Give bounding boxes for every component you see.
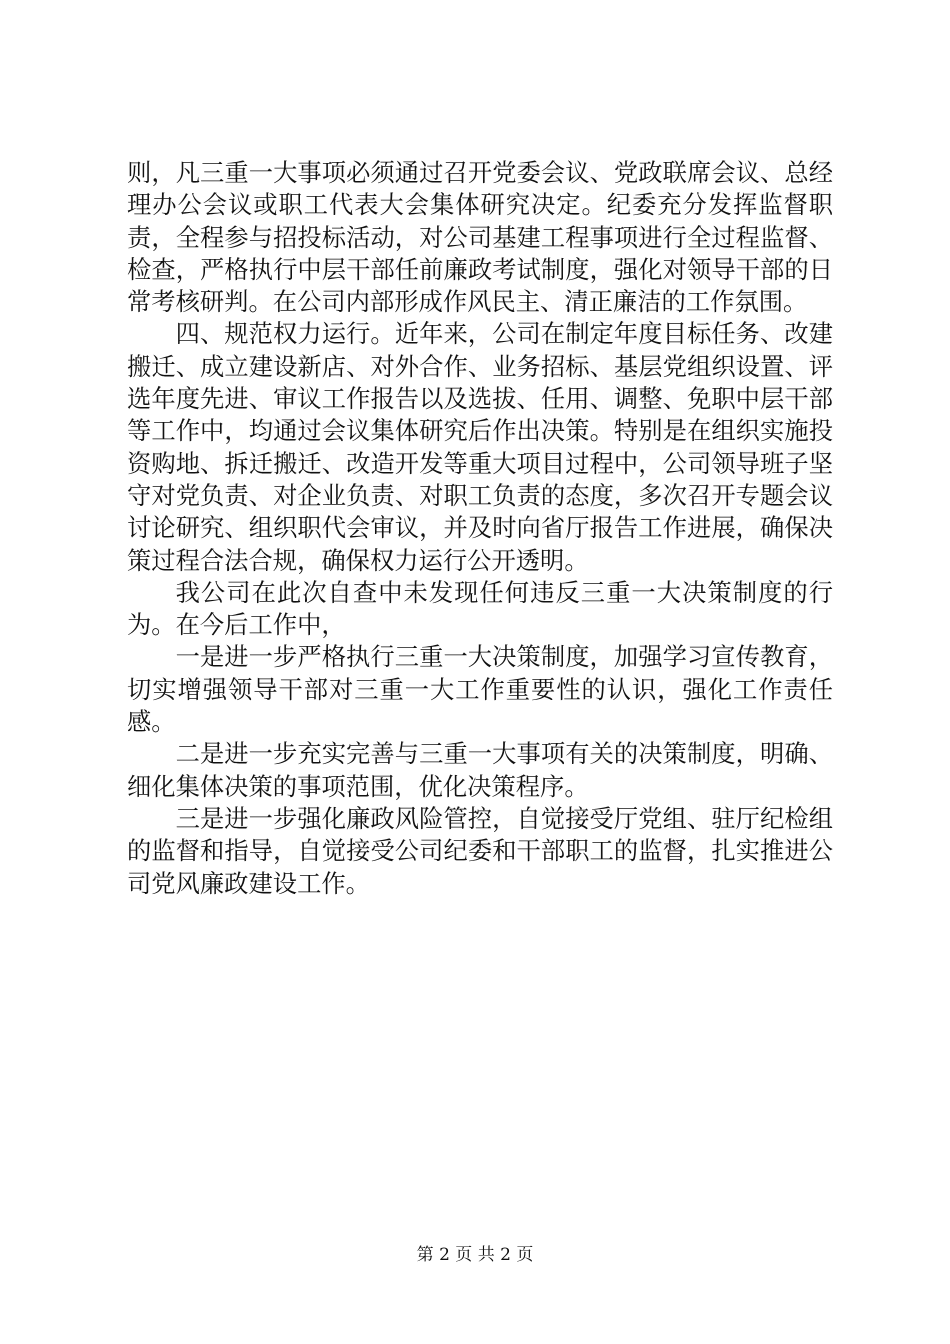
- paragraph-self-inspection: 我公司在此次自查中未发现任何违反三重一大决策制度的行为。在今后工作中，: [127, 577, 833, 640]
- page-number-label: 第 2 页 共 2 页: [416, 1245, 534, 1265]
- paragraph-regulate-power: 四、规范权力运行。近年来，公司在制定年度目标任务、改建搬迁、成立建设新店、对外合作、业务招标、基层党组织设置、评选年度先进、审议工作报告以及选拔、任用、调整、免职中层干部等工作中，均通过会议集体研究后作出决策。特别是在组织实施投资购地、拆迁搬迁、改造开发等重大项目过程中，公司领导班子坚守对党负责、对企业负责、对职工负责的态度，多次召开专题会议讨论研究、组织职代会审议，并及时向省厅报告工作进展，确保决策过程合法合规，确保权力运行公开透明。: [127, 319, 833, 575]
- paragraph-continued: 则，凡三重一大事项必须通过召开党委会议、党政联席会议、总经理办公会议或职工代表大会集体研究决定。纪委充分发挥监督职责，全程参与招投标活动，对公司基建工程事项进行全过程监督、检查，严格执行中层干部任前廉政考试制度，强化对领导干部的日常考核研判。在公司内部形成作风民主、清正廉洁的工作氛围。: [127, 158, 833, 317]
- document-body: [127, 157, 833, 900]
- paragraph-point-two: 二是进一步充实完善与三重一大事项有关的决策制度，明确、细化集体决策的事项范围，优化决策程序。: [127, 739, 833, 801]
- page-footer: [0, 1244, 950, 1266]
- paragraph-point-three: 三是进一步强化廉政风险管控，自觉接受厅党组、驻厅纪检组的监督和指导，自觉接受公司纪委和干部职工的监督，扎实推进公司党风廉政建设工作。: [127, 803, 833, 898]
- paragraph-point-one: 一是进一步严格执行三重一大决策制度，加强学习宣传教育，切实增强领导干部对三重一大工作重要性的认识，强化工作责任感。: [127, 642, 833, 737]
